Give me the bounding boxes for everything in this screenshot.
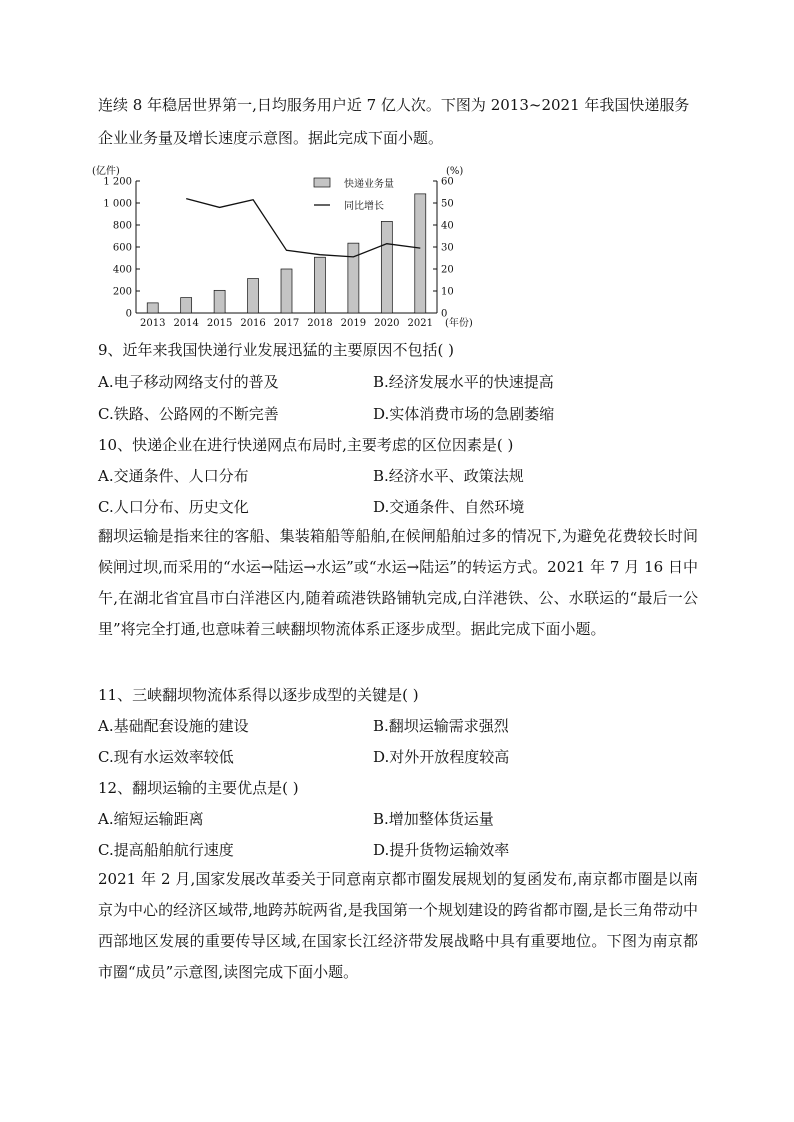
intro-line-2: 企业业务量及增长速度示意图。据此完成下面小题。: [98, 129, 444, 147]
left-tick-label: 1 000: [103, 198, 132, 210]
right-axis-ticks: [433, 177, 454, 320]
question-11-option-d[interactable]: D.对外开放程度较高: [373, 748, 510, 766]
right-tick-label: 0: [441, 308, 448, 320]
question-12-option-d[interactable]: D.提升货物运输效率: [373, 841, 510, 859]
question-12-option-c[interactable]: C.提高船舶航行速度: [98, 841, 234, 859]
passage-nanjing-metro: 2021 年 2 月,国家发展改革委关于同意南京都市圈发展规划的复函发布,南京都市圈是以南京为中心的经济区域带,地跨苏皖两省,是我国第一个规划建设的跨省都市圈,是长三角带动中西部地区发展的重要传导区域,在国家长江经济带发展战略中具有重要地位。下图为南京都市圈“成员”示意图,读图完成下面小题。: [98, 870, 698, 981]
right-tick-label: 40: [441, 220, 454, 232]
legend-line-label: 同比增长: [344, 201, 384, 212]
left-tick-label: 200: [112, 286, 132, 298]
volume-bar: [381, 221, 392, 313]
question-11-stem: 11、三峡翻坝物流体系得以逐步成型的关键是( ): [98, 686, 419, 704]
right-tick-label: 60: [441, 176, 454, 188]
question-12-stem: 12、翻坝运输的主要优点是( ): [98, 779, 299, 797]
left-axis-unit: (亿件): [92, 166, 120, 177]
legend-bar-label: 快递业务量: [344, 179, 394, 190]
volume-bar: [181, 298, 192, 313]
x-tick-label: 2019: [340, 318, 367, 329]
left-tick-label: 400: [112, 264, 132, 276]
x-tick-label: 2014: [173, 318, 199, 329]
x-tick-label: 2021: [407, 318, 434, 329]
question-11-option-b[interactable]: B.翻坝运输需求强烈: [373, 717, 509, 735]
left-tick-label: 0: [125, 308, 132, 320]
x-tick-label: 2015: [206, 318, 233, 329]
question-9-option-c[interactable]: C.铁路、公路网的不断完善: [98, 405, 279, 423]
volume-bar: [415, 194, 426, 313]
left-tick-label: 800: [112, 220, 132, 232]
volume-bar: [348, 243, 359, 313]
x-tick-label: 2020: [374, 318, 400, 329]
right-axis-unit: (%): [446, 166, 464, 177]
x-axis-unit: (年份): [445, 318, 473, 329]
volume-bar: [314, 257, 325, 313]
volume-bar: [147, 303, 158, 313]
question-10-option-b[interactable]: B.经济水平、政策法规: [373, 467, 524, 485]
question-10-stem: 10、快递企业在进行快递网点布局时,主要考虑的区位因素是( ): [98, 436, 514, 454]
volume-bar: [214, 290, 225, 313]
left-tick-label: 1 200: [103, 176, 132, 188]
express-business-chart: [88, 160, 498, 332]
x-axis-ticks: [140, 318, 433, 329]
x-tick-label: 2016: [240, 318, 266, 329]
right-tick-label: 20: [441, 264, 454, 276]
question-12-option-b[interactable]: B.增加整体货运量: [373, 810, 494, 828]
passage-transshipment: 翻坝运输是指来往的客船、集装箱船等船舶,在候闸船舶过多的情况下,为避免花费较长时间候闸过坝,而采用的“水运→陆运→水运”或“水运→陆运”的转运方式。2021 年 7 月 16 日中午,在湖北省宜昌市白洋港区内,随着疏港铁路铺轨完成,白洋港铁、公、水联运的“最后一公里”将完全打通,也意味着三峡翻坝物流体系正逐步成型。据此完成下面小题。: [98, 527, 698, 638]
question-11-option-a[interactable]: A.基础配套设施的建设: [98, 717, 249, 735]
question-11-option-c[interactable]: C.现有水运效率较低: [98, 748, 234, 766]
x-tick-label: 2018: [307, 318, 333, 329]
question-9-option-d[interactable]: D.实体消费市场的急剧萎缩: [373, 405, 555, 423]
volume-bar: [248, 279, 259, 313]
intro-line-1: 连续 8 年稳居世界第一,日均服务用户近 7 亿人次。下图为 2013~2021 年我国快递服务: [98, 96, 690, 114]
question-10-option-a[interactable]: A.交通条件、人口分布: [98, 467, 249, 485]
legend-bar-swatch: [314, 178, 330, 187]
x-tick-label: 2017: [273, 318, 300, 329]
x-tick-label: 2013: [139, 318, 166, 329]
question-12-option-a[interactable]: A.缩短运输距离: [98, 810, 204, 828]
question-9-stem: 9、近年来我国快递行业发展迅猛的主要原因不包括( ): [98, 341, 455, 359]
legend: [314, 177, 394, 212]
question-10-option-d[interactable]: D.交通条件、自然环境: [373, 498, 525, 516]
right-tick-label: 50: [441, 198, 454, 210]
question-10-option-c[interactable]: C.人口分布、历史文化: [98, 498, 249, 516]
volume-bar: [281, 269, 292, 313]
right-tick-label: 30: [441, 242, 454, 254]
question-9-option-b[interactable]: B.经济发展水平的快速提高: [373, 373, 554, 391]
left-axis-ticks: [103, 177, 140, 320]
right-tick-label: 10: [441, 286, 454, 298]
left-tick-label: 600: [112, 242, 132, 254]
question-9-option-a[interactable]: A.电子移动网络支付的普及: [98, 373, 279, 391]
